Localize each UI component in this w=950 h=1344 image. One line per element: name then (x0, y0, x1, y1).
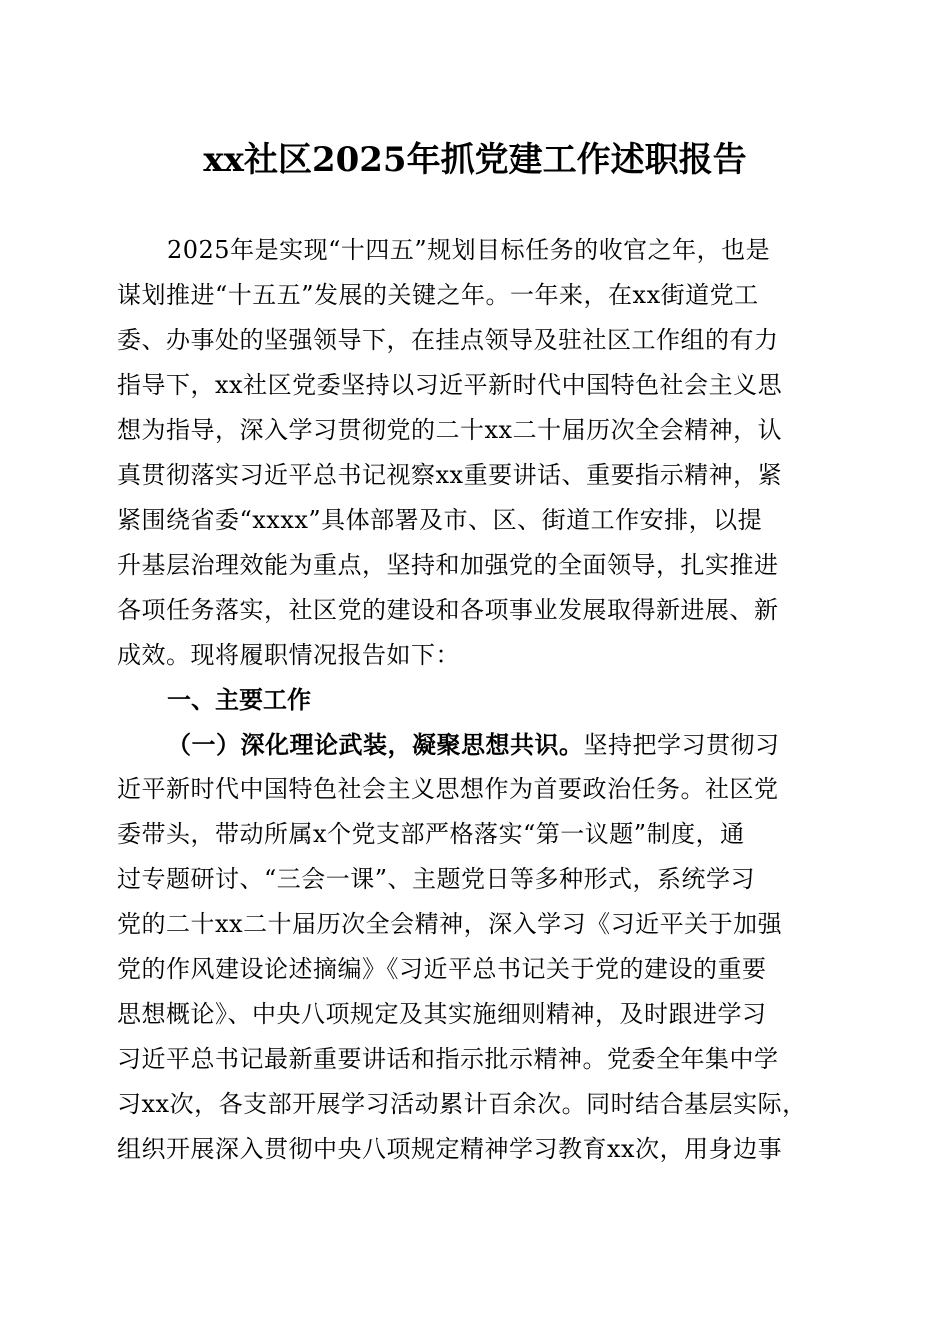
subsection-line: 委带头，带动所属x个党支部严格落实“第一议题”制度，通 (117, 820, 745, 848)
subsection-lead: （一）深化理论武装，凝聚思想共识。 (167, 730, 584, 759)
subsection-first-rest: 坚持把学习贯彻习 (583, 731, 780, 759)
intro-line: 谋划推进“十五五”发展的关键之年。一年来，在xx街道党工 (117, 281, 759, 309)
subsection-line: 过专题研讨、“三会一课”、主题党日等多种形式，系统学习 (117, 865, 756, 893)
subsection-line: 党的作风建设论述摘编》《习近平总书记关于党的建设的重要 (117, 955, 767, 983)
subsection-first-line (117, 722, 827, 767)
subsection-line: 习近平总书记最新重要讲话和指示批示精神。党委全年集中学 (117, 1045, 779, 1073)
subsection-line: 思想概论》、中央八项规定及其实施细则精神，及时跟进学习 (117, 1000, 767, 1028)
subsection-line: 近平新时代中国特色社会主义思想作为首要政治任务。社区党 (117, 775, 779, 803)
subsection-line: 党的二十xx二十届历次全会精神，深入学习《习近平关于加强 (117, 910, 783, 938)
intro-paragraph (117, 228, 827, 678)
intro-line: 真贯彻落实习近平总书记视察xx重要讲话、重要指示精神，紧 (117, 461, 783, 489)
intro-line: 各项任务落实，社区党的建设和各项事业发展取得新进展、新 (117, 596, 779, 624)
subsection-line: 组织开展深入贯彻中央八项规定精神学习教育xx次，用身边事 (117, 1135, 783, 1163)
intro-line: 2025年是实现“十四五”规划目标任务的收官之年，也是 (167, 236, 771, 264)
subsection-line: 习xx次，各支部开展学习活动累计百余次。同时结合基层实际， (117, 1090, 807, 1118)
section-heading: 一、主要工作 (167, 686, 311, 714)
intro-line: 紧围绕省委“xxxx”具体部署及市、区、街道工作安排，以提 (117, 506, 763, 534)
intro-line: 指导下，xx社区党委坚持以习近平新时代中国特色社会主义思 (117, 371, 783, 399)
intro-line: 想为指导，深入学习贯彻党的二十xx二十届历次全会精神，认 (117, 416, 783, 444)
intro-line: 委、办事处的坚强领导下，在挂点领导及驻社区工作组的有力 (117, 326, 779, 354)
intro-line: 升基层治理效能为重点，坚持和加强党的全面领导，扎实推进 (117, 551, 779, 579)
subsection-paragraph (117, 722, 827, 1172)
intro-line: 成效。现将履职情况报告如下： (117, 641, 460, 669)
document-title: xx社区2025年抓党建工作述职报告 (203, 140, 747, 180)
